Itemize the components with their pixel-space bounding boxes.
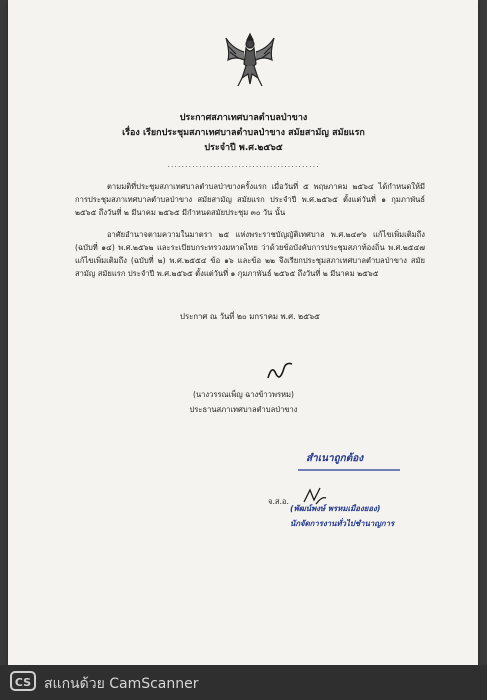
certifier-initials: จ.ส.อ. xyxy=(268,497,289,506)
announcement-date: ประกาศ ณ วันที่ ๒๐ มกราคม พ.ศ. ๒๕๖๕ xyxy=(180,312,320,321)
certified-copy-stamp: สำเนาถูกต้อง xyxy=(306,453,364,464)
president-signature xyxy=(262,360,298,384)
body-paragraph-2 xyxy=(75,228,425,280)
document-page xyxy=(8,0,478,665)
certified-underline xyxy=(298,468,400,472)
paragraph-text: ตามมติที่ประชุมสภาเทศบาลตำบลป่าขางครั้งแรก เมื่อวันที่ ๕ พฤษภาคม ๒๕๖๔ ได้กำหนดให้มีการประชุมสภาเทศบาลตำบลป่าขาง สมัยสามัญ สมัยแรก ประจำปี พ.ศ.๒๕๖๕ ตั้งแต่วันที่ ๑ กุมภาพันธ์ ๒๕๖๕ ถึงวันที่ ๒ มีนาคม ๒๕๖๕ มีกำหนดสมัยประชุม ๓๐ วัน นั้น xyxy=(75,182,425,217)
signer-title: ประธานสภาเทศบาลตำบลป่าขาง xyxy=(189,405,298,414)
garuda-emblem-icon xyxy=(222,30,278,92)
certifier-name: (พัฒน์พงษ์ พรหมเมืองยอง) xyxy=(290,504,381,513)
scanner-watermark-text: สแกนด้วย CamScanner xyxy=(44,676,199,692)
certifier-title: นักจัดการงานทั่วไปชำนาญการ xyxy=(290,519,395,528)
notice-year: ประจำปี พ.ศ.๒๕๖๕ xyxy=(204,143,283,153)
body-paragraph-1 xyxy=(75,180,425,219)
camscanner-logo-icon: CS xyxy=(10,671,36,691)
notice-subject: เรื่อง เรียกประชุมสภาเทศบาลตำบลป่าขาง สมัยสามัญ สมัยแรก xyxy=(122,128,365,138)
signer-name: (นางวรรณเพ็ญ ฉางข้าวพรหม) xyxy=(193,390,294,399)
notice-title: ประกาศสภาเทศบาลตำบลป่าขาง xyxy=(179,113,308,123)
header-divider: ........................................... xyxy=(167,160,320,169)
scanner-footer xyxy=(0,665,487,700)
paragraph-text: อาศัยอำนาจตามความในมาตรา ๒๕ แห่งพระราชบัญญัติเทศบาล พ.ศ.๒๔๙๖ แก้ไขเพิ่มเติมถึง (ฉบับที่ ๑๔) พ.ศ.๒๕๖๒ และระเบียบกระทรวงมหาดไทย ว่าด้วยข้อบังคับการประชุมสภาท้องถิ่น พ.ศ.๒๕๔๗ แก้ไขเพิ่มเติมถึง (ฉบับที่ ๒) พ.ศ.๒๕๕๔ ข้อ ๑๖ และข้อ ๒๒ จึงเรียกประชุมสภาเทศบาลตำบลป่าขาง สมัยสามัญ สมัยแรก ประจำปี พ.ศ.๒๕๖๕ ตั้งแต่วันที่ ๑ กุมภาพันธ์ ๒๕๖๕ ถึงวันที่ ๒ มีนาคม ๒๕๖๕ xyxy=(75,230,425,278)
